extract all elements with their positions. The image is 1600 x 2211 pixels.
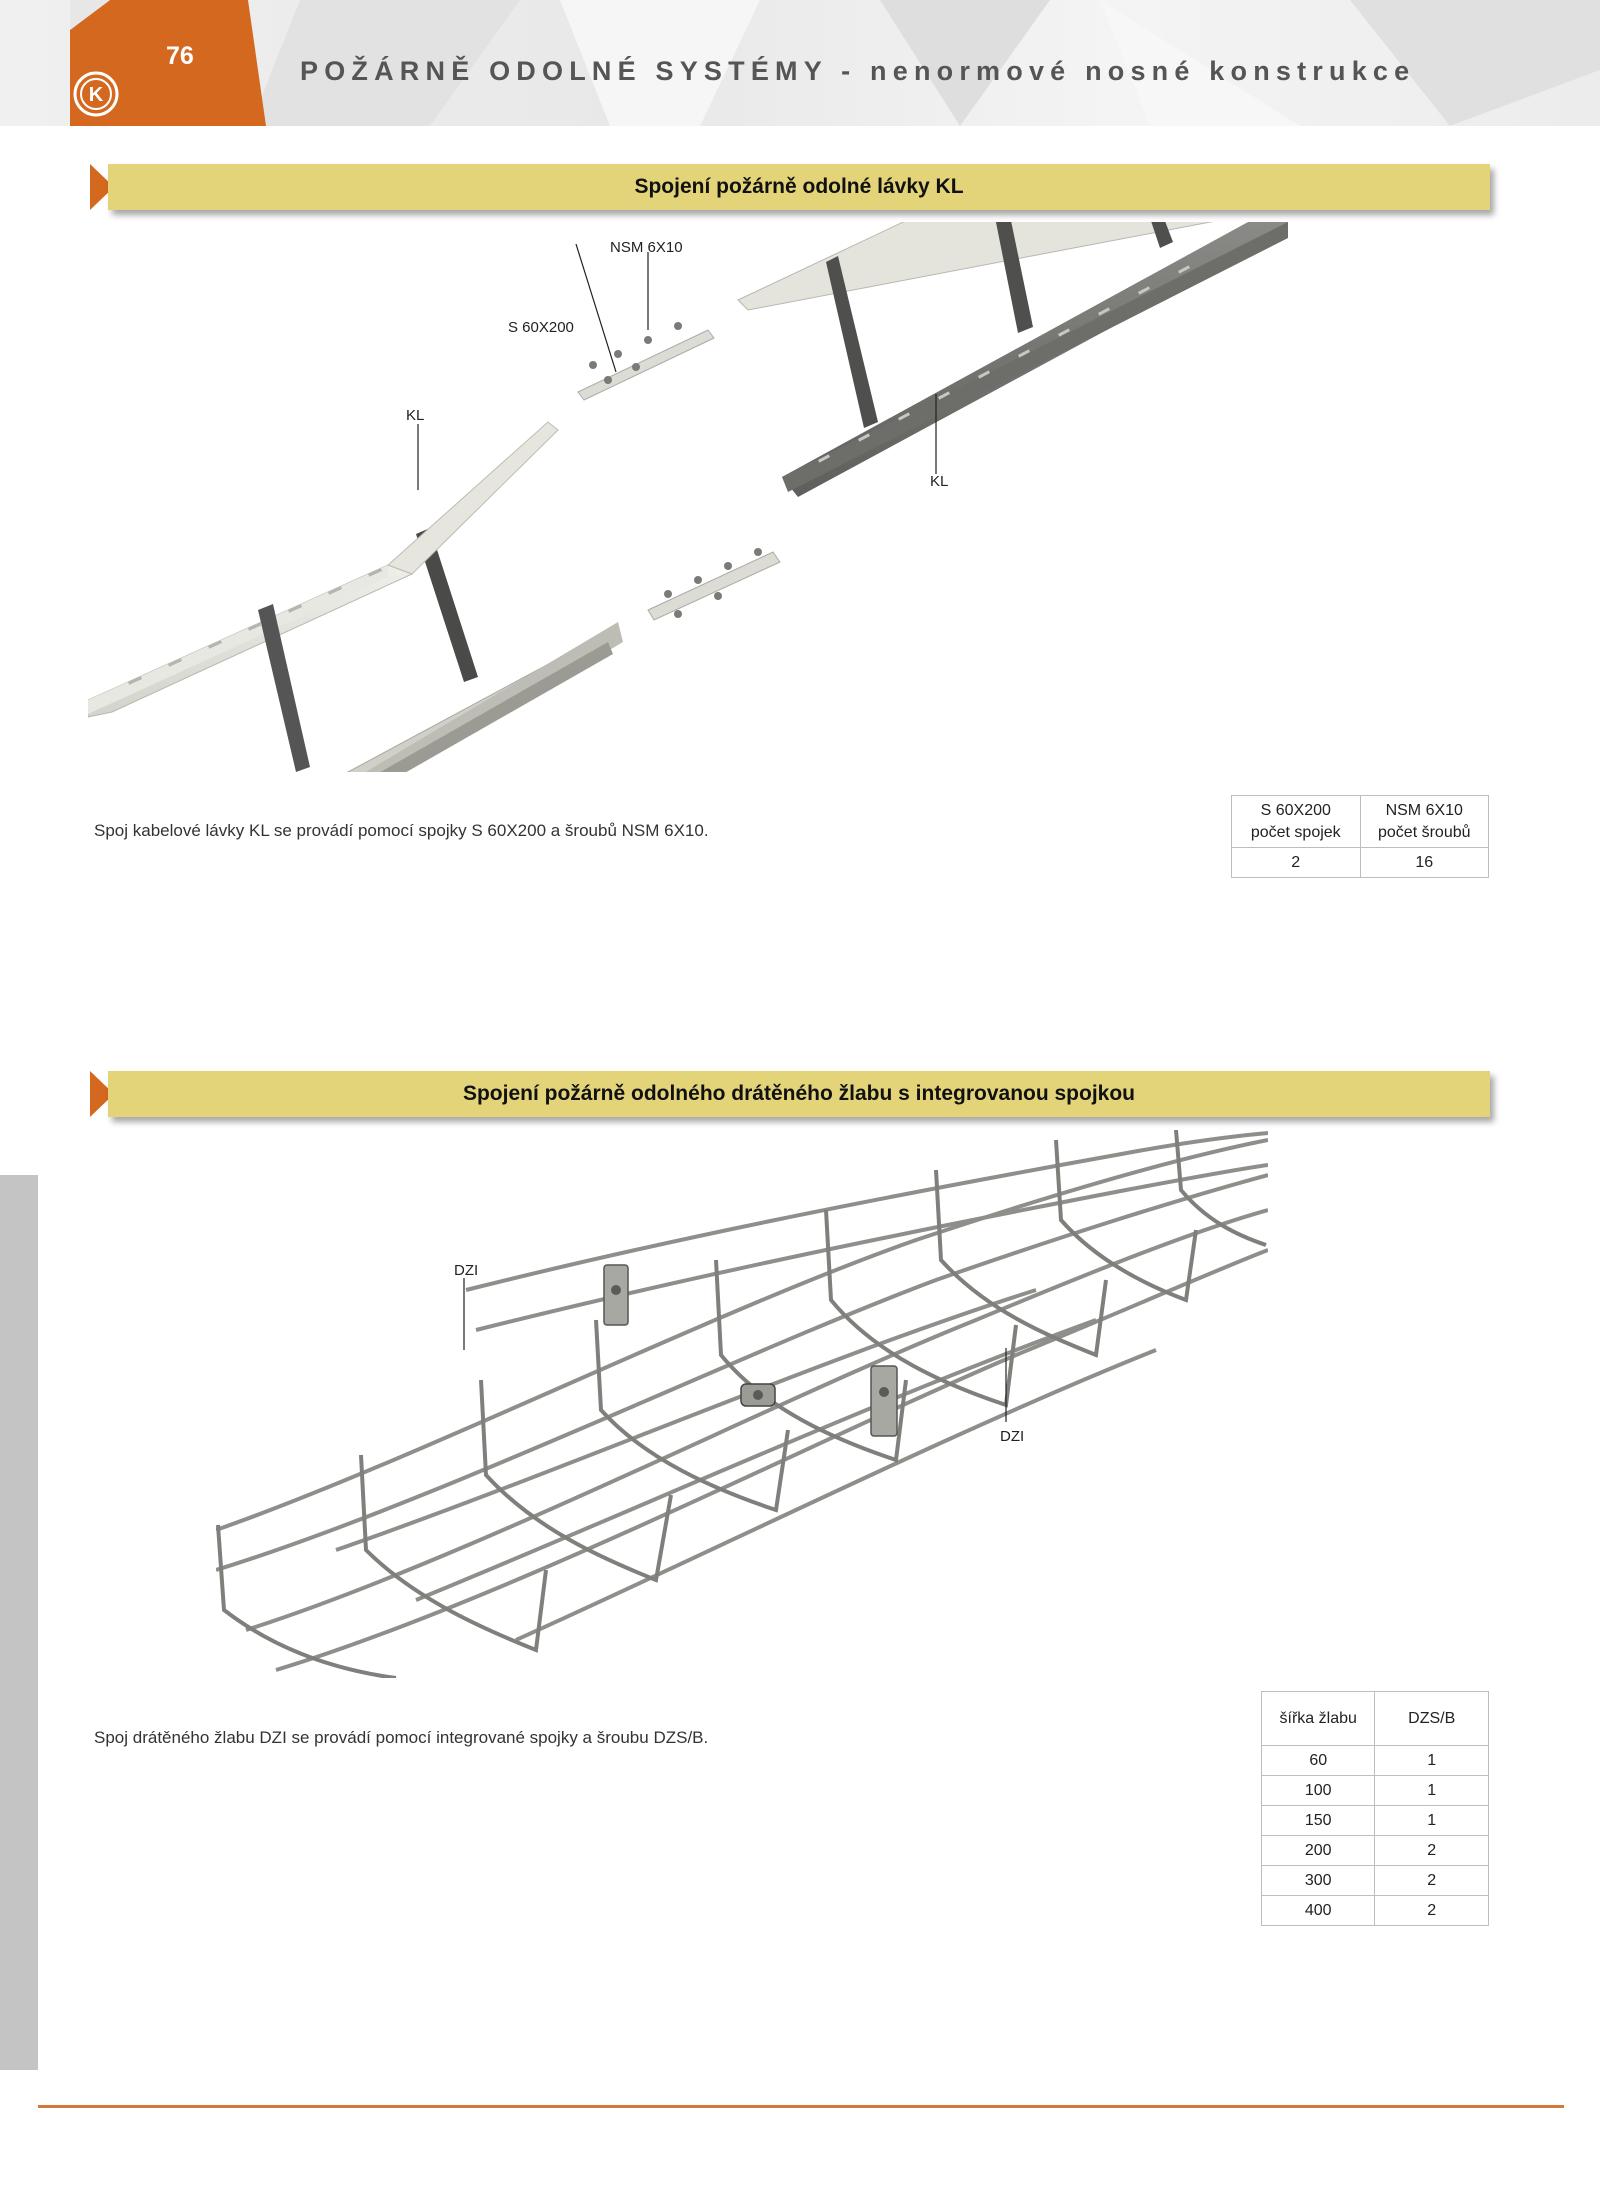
table-header-dzs: DZS/B bbox=[1375, 1692, 1489, 1746]
table-cell: 400 bbox=[1262, 1896, 1375, 1926]
callout-s-60x200: S 60X200 bbox=[508, 319, 574, 336]
table-cell: 1 bbox=[1375, 1776, 1489, 1806]
table-cell: 2 bbox=[1375, 1836, 1489, 1866]
page-number: 76 bbox=[166, 42, 194, 70]
table-row bbox=[1262, 1776, 1489, 1806]
company-logo bbox=[72, 70, 120, 118]
table-cell: 2 bbox=[1375, 1896, 1489, 1926]
table-header-nsm-line2: počet šroubů bbox=[1378, 823, 1471, 841]
callout-kl-right: KL bbox=[930, 473, 949, 490]
footer-divider bbox=[38, 2105, 1564, 2108]
page-tab bbox=[0, 0, 270, 126]
table-header-s60-line1: S 60X200 bbox=[1260, 801, 1331, 819]
table-cell: 2 bbox=[1232, 848, 1361, 878]
dzi-wire-tray-illustration bbox=[216, 1130, 1268, 1678]
table-cell: 100 bbox=[1262, 1776, 1375, 1806]
svg-text:K: K bbox=[88, 84, 104, 106]
table-row bbox=[1262, 1806, 1489, 1836]
section2-title: Spojení požárně odolného drátěného žlabu s integrovanou spojkou bbox=[462, 1082, 1136, 1105]
table-cell: 2 bbox=[1375, 1866, 1489, 1896]
section1-description: Spoj kabelové lávky KL se provádí pomocí spojky S 60X200 a šroubů NSM 6X10. bbox=[94, 821, 709, 840]
section2-banner bbox=[90, 1071, 1490, 1117]
table-cell: 1 bbox=[1375, 1806, 1489, 1836]
table-cell: 16 bbox=[1360, 848, 1488, 878]
table-header-width: šířka žlabu bbox=[1262, 1692, 1375, 1746]
table-header-nsm-line1: NSM 6X10 bbox=[1385, 801, 1463, 819]
callout-dzi-left: DZI bbox=[454, 1262, 479, 1279]
table-row bbox=[1262, 1866, 1489, 1896]
table-cell: 300 bbox=[1262, 1866, 1375, 1896]
callout-kl-left: KL bbox=[406, 407, 425, 424]
table-row bbox=[1262, 1896, 1489, 1926]
table-row bbox=[1262, 1746, 1489, 1776]
section1-banner bbox=[90, 164, 1490, 210]
section1-title: Spojení požárně odolné lávky KL bbox=[634, 175, 964, 198]
section2-description: Spoj drátěného žlabu DZI se provádí pomocí integrované spojky a šroubu DZS/B. bbox=[94, 1728, 709, 1747]
side-strip bbox=[0, 1175, 38, 2070]
table-cell: 150 bbox=[1262, 1806, 1375, 1836]
section2-table bbox=[1261, 1691, 1489, 1926]
page-header-title: POŽÁRNĚ ODOLNÉ SYSTÉMY - nenormové nosné konstrukce bbox=[300, 56, 1416, 86]
table-header-s60-line2: počet spojek bbox=[1250, 823, 1341, 841]
table-row bbox=[1262, 1836, 1489, 1866]
table-cell: 200 bbox=[1262, 1836, 1375, 1866]
kl-ladder-illustration bbox=[88, 222, 1368, 772]
table-cell: 1 bbox=[1375, 1746, 1489, 1776]
callout-dzi-right: DZI bbox=[1000, 1428, 1025, 1445]
section1-table bbox=[1231, 795, 1489, 878]
callout-nsm-6x10: NSM 6X10 bbox=[610, 239, 683, 256]
table-row bbox=[1232, 848, 1489, 878]
table-cell: 60 bbox=[1262, 1746, 1375, 1776]
